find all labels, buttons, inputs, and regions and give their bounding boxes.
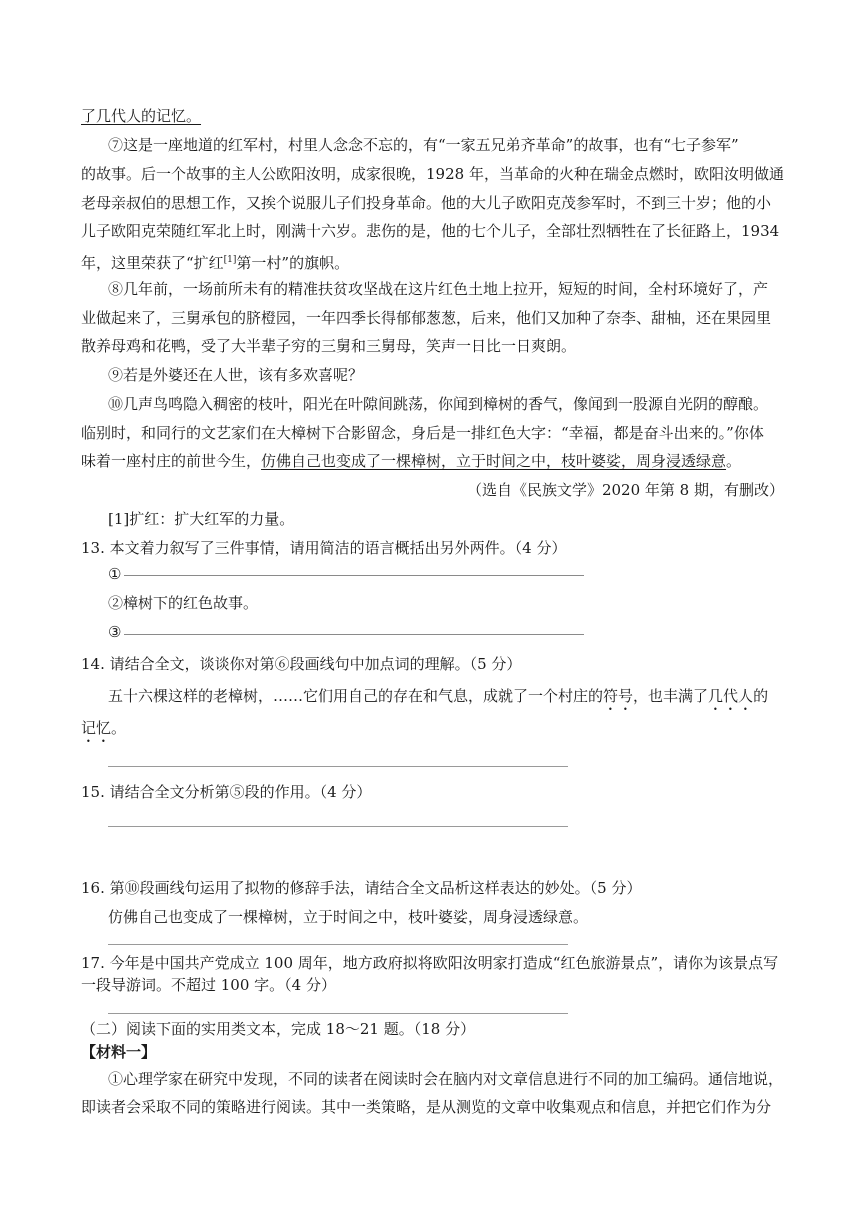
material-heading: 【材料一】 — [81, 1043, 157, 1061]
answer-item-2: ②樟树下的红色故事。 — [108, 594, 259, 612]
paragraph-7: ⑦这是一座地道的红军村，村里人念念不忘的，有“一家五兄弟齐革命”的故事，也有“七子参军” — [108, 136, 739, 154]
question-17: 17. 今年是中国共产党成立 100 周年，地方政府拟将欧阳汝明家打造成“红色旅游景点”，请你为该景点写 — [81, 954, 779, 972]
passage-line: 了几代人的记忆。 — [81, 107, 202, 125]
source-citation: （选自《民族文学》2020 年第 8 期，有删改） — [466, 481, 784, 499]
paragraph-7: 老母亲叔伯的思想工作，又挨个说服儿子们投身革命。他的大儿子欧阳克茂参军时，不到三十岁；他的小 — [81, 194, 772, 212]
answer-blank[interactable] — [108, 944, 568, 945]
text: ，也丰满了 — [633, 687, 709, 705]
question-15: 15. 请结合全文分析第⑤段的作用。（4 分） — [81, 783, 372, 801]
dotted-word: 几代人 — [708, 687, 754, 705]
answer-blank[interactable] — [108, 1013, 568, 1014]
text: 年，这里荣获了“扩红 — [81, 254, 224, 272]
answer-item-1 — [108, 564, 121, 584]
question-14: 14. 请结合全文，谈谈你对第⑥段画线句中加点词的理解。（5 分） — [81, 655, 522, 673]
item-marker: ① — [108, 565, 122, 583]
material-paragraph-1: ①心理学家在研究中发现，不同的读者在阅读时会在脑内对文章信息进行不同的加工编码。通信地说， — [108, 1070, 784, 1088]
paragraph-9: ⑨若是外婆还在人世，该有多欢喜呢？ — [108, 366, 364, 384]
question-17: 一段导游词。不超过 100 字。（4 分） — [81, 976, 336, 994]
question-16: 16. 第⑩段画线句运用了拟物的修辞手法，请结合全文品析这样表达的妙处。（5 分） — [81, 879, 642, 897]
paragraph-8: 业做起来了，三舅承包的脐橙园，一年四季长得郁郁葱葱，后来，他们又加种了奈李、甜柚，还在果园里 — [81, 309, 772, 327]
paragraph-10 — [81, 451, 786, 471]
material-paragraph-1: 即读者会采取不同的策略进行阅读。其中一类策略，是从测览的文章中收集观点和信息，并把它们作为分 — [81, 1098, 772, 1116]
paragraph-10: 临别时，和同行的文艺家们在大樟树下合影留念，身后是一排红色大字：“幸福，都是奋斗出来的。”你体 — [81, 424, 764, 442]
paragraph-8: ⑧几年前，一场前所未有的精准扶贫攻坚战在这片红色土地上拉开，短短的时间，全村环境好了，产 — [108, 280, 769, 298]
dotted-word: 符号 — [603, 687, 634, 705]
footnote: [1]扩红：扩大红军的力量。 — [108, 510, 295, 528]
text: 。 — [726, 452, 742, 470]
quoted-sentence: 仿佛自己也变成了一棵樟树，立于时间之中，枝叶婆娑，周身浸透绿意。 — [108, 908, 589, 926]
answer-blank-1[interactable] — [124, 575, 584, 576]
dotted-word: 记忆 — [81, 719, 112, 737]
answer-blank[interactable] — [108, 826, 568, 827]
text: 五十六棵这样的老樟树，……它们用自己的存在和气息，成就了一个村庄的 — [108, 687, 604, 705]
text: 味着一座村庄的前世今生， — [81, 452, 262, 470]
quoted-sentence — [81, 718, 786, 746]
section-heading: （二）阅读下面的实用类文本，完成 18～21 题。（18 分） — [81, 1020, 476, 1038]
answer-item-3 — [108, 622, 121, 642]
answer-blank[interactable] — [108, 766, 568, 767]
text: 。 — [111, 719, 127, 737]
quoted-sentence — [108, 686, 813, 714]
paragraph-10: ⑩几声鸟鸣隐入稠密的枝叶，阳光在叶隙间跳荡，你闻到樟树的香气，像闻到一股源自光阴的醇酿。 — [108, 395, 769, 413]
text: 的 — [753, 687, 769, 705]
paragraph-7 — [81, 250, 786, 273]
footnote-marker: [1] — [223, 255, 237, 265]
text: 第一村”的旗帜。 — [236, 254, 350, 272]
paragraph-8: 散养母鸡和花鸭，受了大半辈子穷的三舅和三舅母，笑声一日比一日爽朗。 — [81, 337, 577, 355]
answer-blank-3[interactable] — [124, 634, 584, 635]
paragraph-7: 的故事。后一个故事的主人公欧阳汝明，成家很晚，1928 年，当革命的火种在瑞金点燃时，欧阳汝明做通 — [81, 165, 784, 183]
paragraph-7: 儿子欧阳克荣随红军北上时，刚满十六岁。悲伤的是，他的七个儿子，全部壮烈牺牲在了长征路上，1934 — [81, 222, 780, 240]
item-marker: ③ — [108, 623, 122, 641]
underlined-sentence: 仿佛自己也变成了一棵樟树，立于时间之中，枝叶婆娑，周身浸透绿意 — [261, 452, 727, 470]
question-13: 13. 本文着力叙写了三件事情，请用简洁的语言概括出另外两件。（4 分） — [81, 539, 567, 557]
